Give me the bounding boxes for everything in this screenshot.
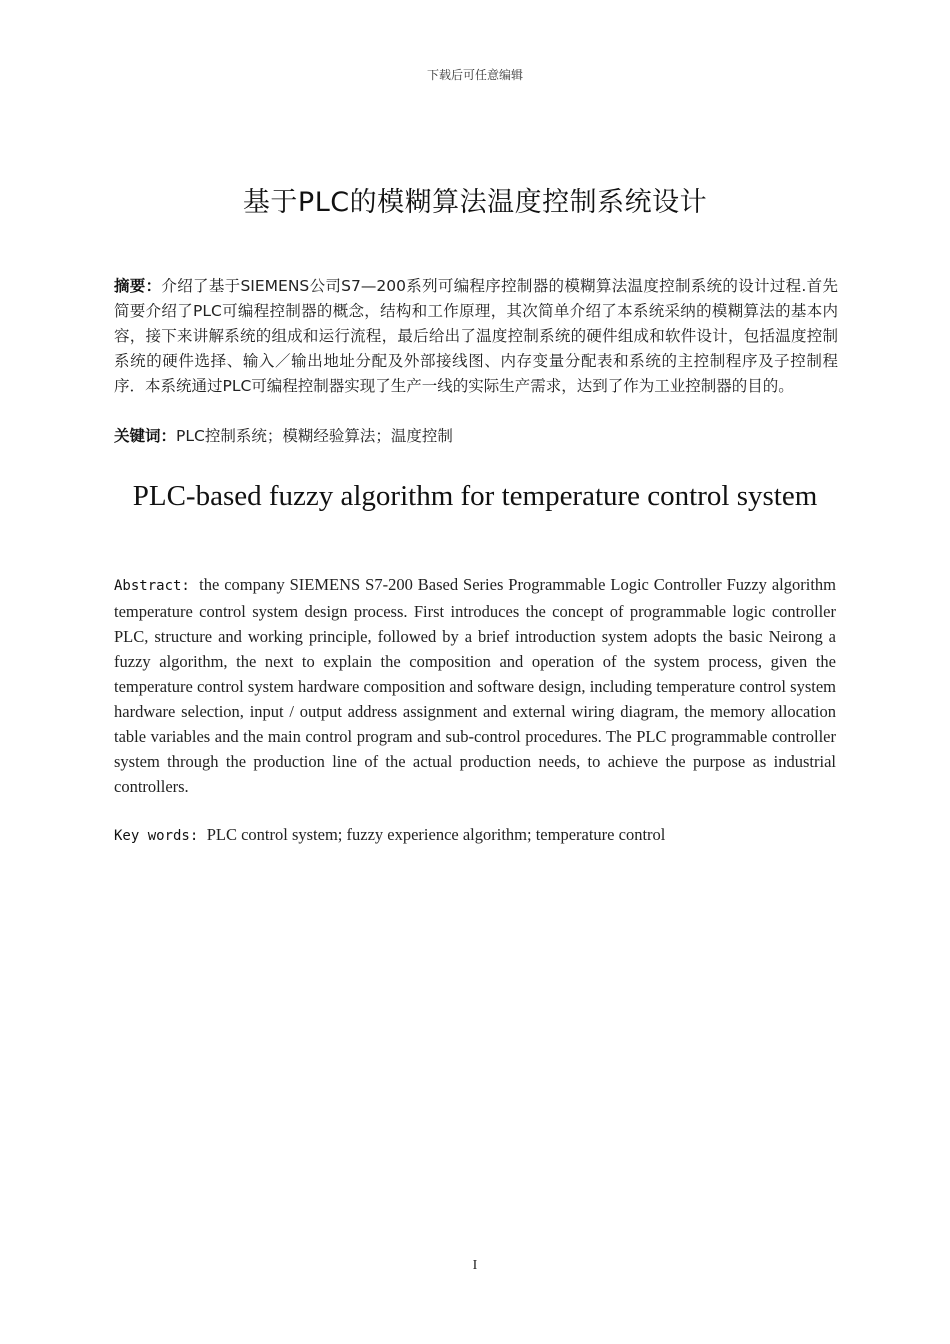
- english-abstract-label: Abstract:: [114, 578, 200, 594]
- english-abstract: [114, 572, 836, 799]
- page-number: I: [472, 1258, 478, 1273]
- english-keywords-label: Key words:: [114, 828, 207, 844]
- english-keywords: [114, 822, 836, 849]
- chinese-keywords-text: PLC控制系统；模糊经验算法；温度控制: [176, 427, 453, 445]
- chinese-keywords: [114, 424, 838, 449]
- chinese-title: 基于PLC的模糊算法温度控制系统设计: [242, 187, 708, 218]
- english-title: PLC-based fuzzy algorithm for temperature control system: [132, 480, 818, 512]
- page-header-note: 下载后可任意编辑: [426, 68, 523, 82]
- english-abstract-text: the company SIEMENS S7-200 Based Series Programmable Logic Controller Fuzzy algorithm temperature control system design process. First introduces the concept of programmable logic controller PLC, structure and working principle, followed by a brief introduction system adopts the basic Neirong a fuzzy algorithm, the next to explain the composition and operation of the system process, given the temperature control system hardware composition and software design, including temperature control system hardware selection, input / output address assignment and external wiring diagram, the memory allocation table variables and the main control program and sub-control procedures. The PLC programmable controller system through the production line of the actual production needs, to achieve the purpose as industrial controllers.: [114, 575, 836, 796]
- chinese-keywords-label: 关键词：: [114, 427, 177, 445]
- english-keywords-text: PLC control system; fuzzy experience algorithm; temperature control: [206, 825, 666, 844]
- chinese-abstract: [114, 274, 838, 399]
- chinese-abstract-text: 介绍了基于SIEMENS公司S7—200系列可编程序控制器的模糊算法温度控制系统的设计过程.首先简要介绍了PLC可编程控制器的概念，结构和工作原理，其次简单介绍了本系统采纳的模糊算法的基本内容，接下来讲解系统的组成和运行流程，最后给出了温度控制系统的硬件组成和软件设计，包括温度控制系统的硬件选择、输入／输出地址分配及外部接线图、内存变量分配表和系统的主控制程序及子控制程序．本系统通过PLC可编程控制器实现了生产一线的实际生产需求，达到了作为工业控制器的目的。: [114, 277, 838, 395]
- chinese-abstract-label: 摘要：: [114, 277, 162, 295]
